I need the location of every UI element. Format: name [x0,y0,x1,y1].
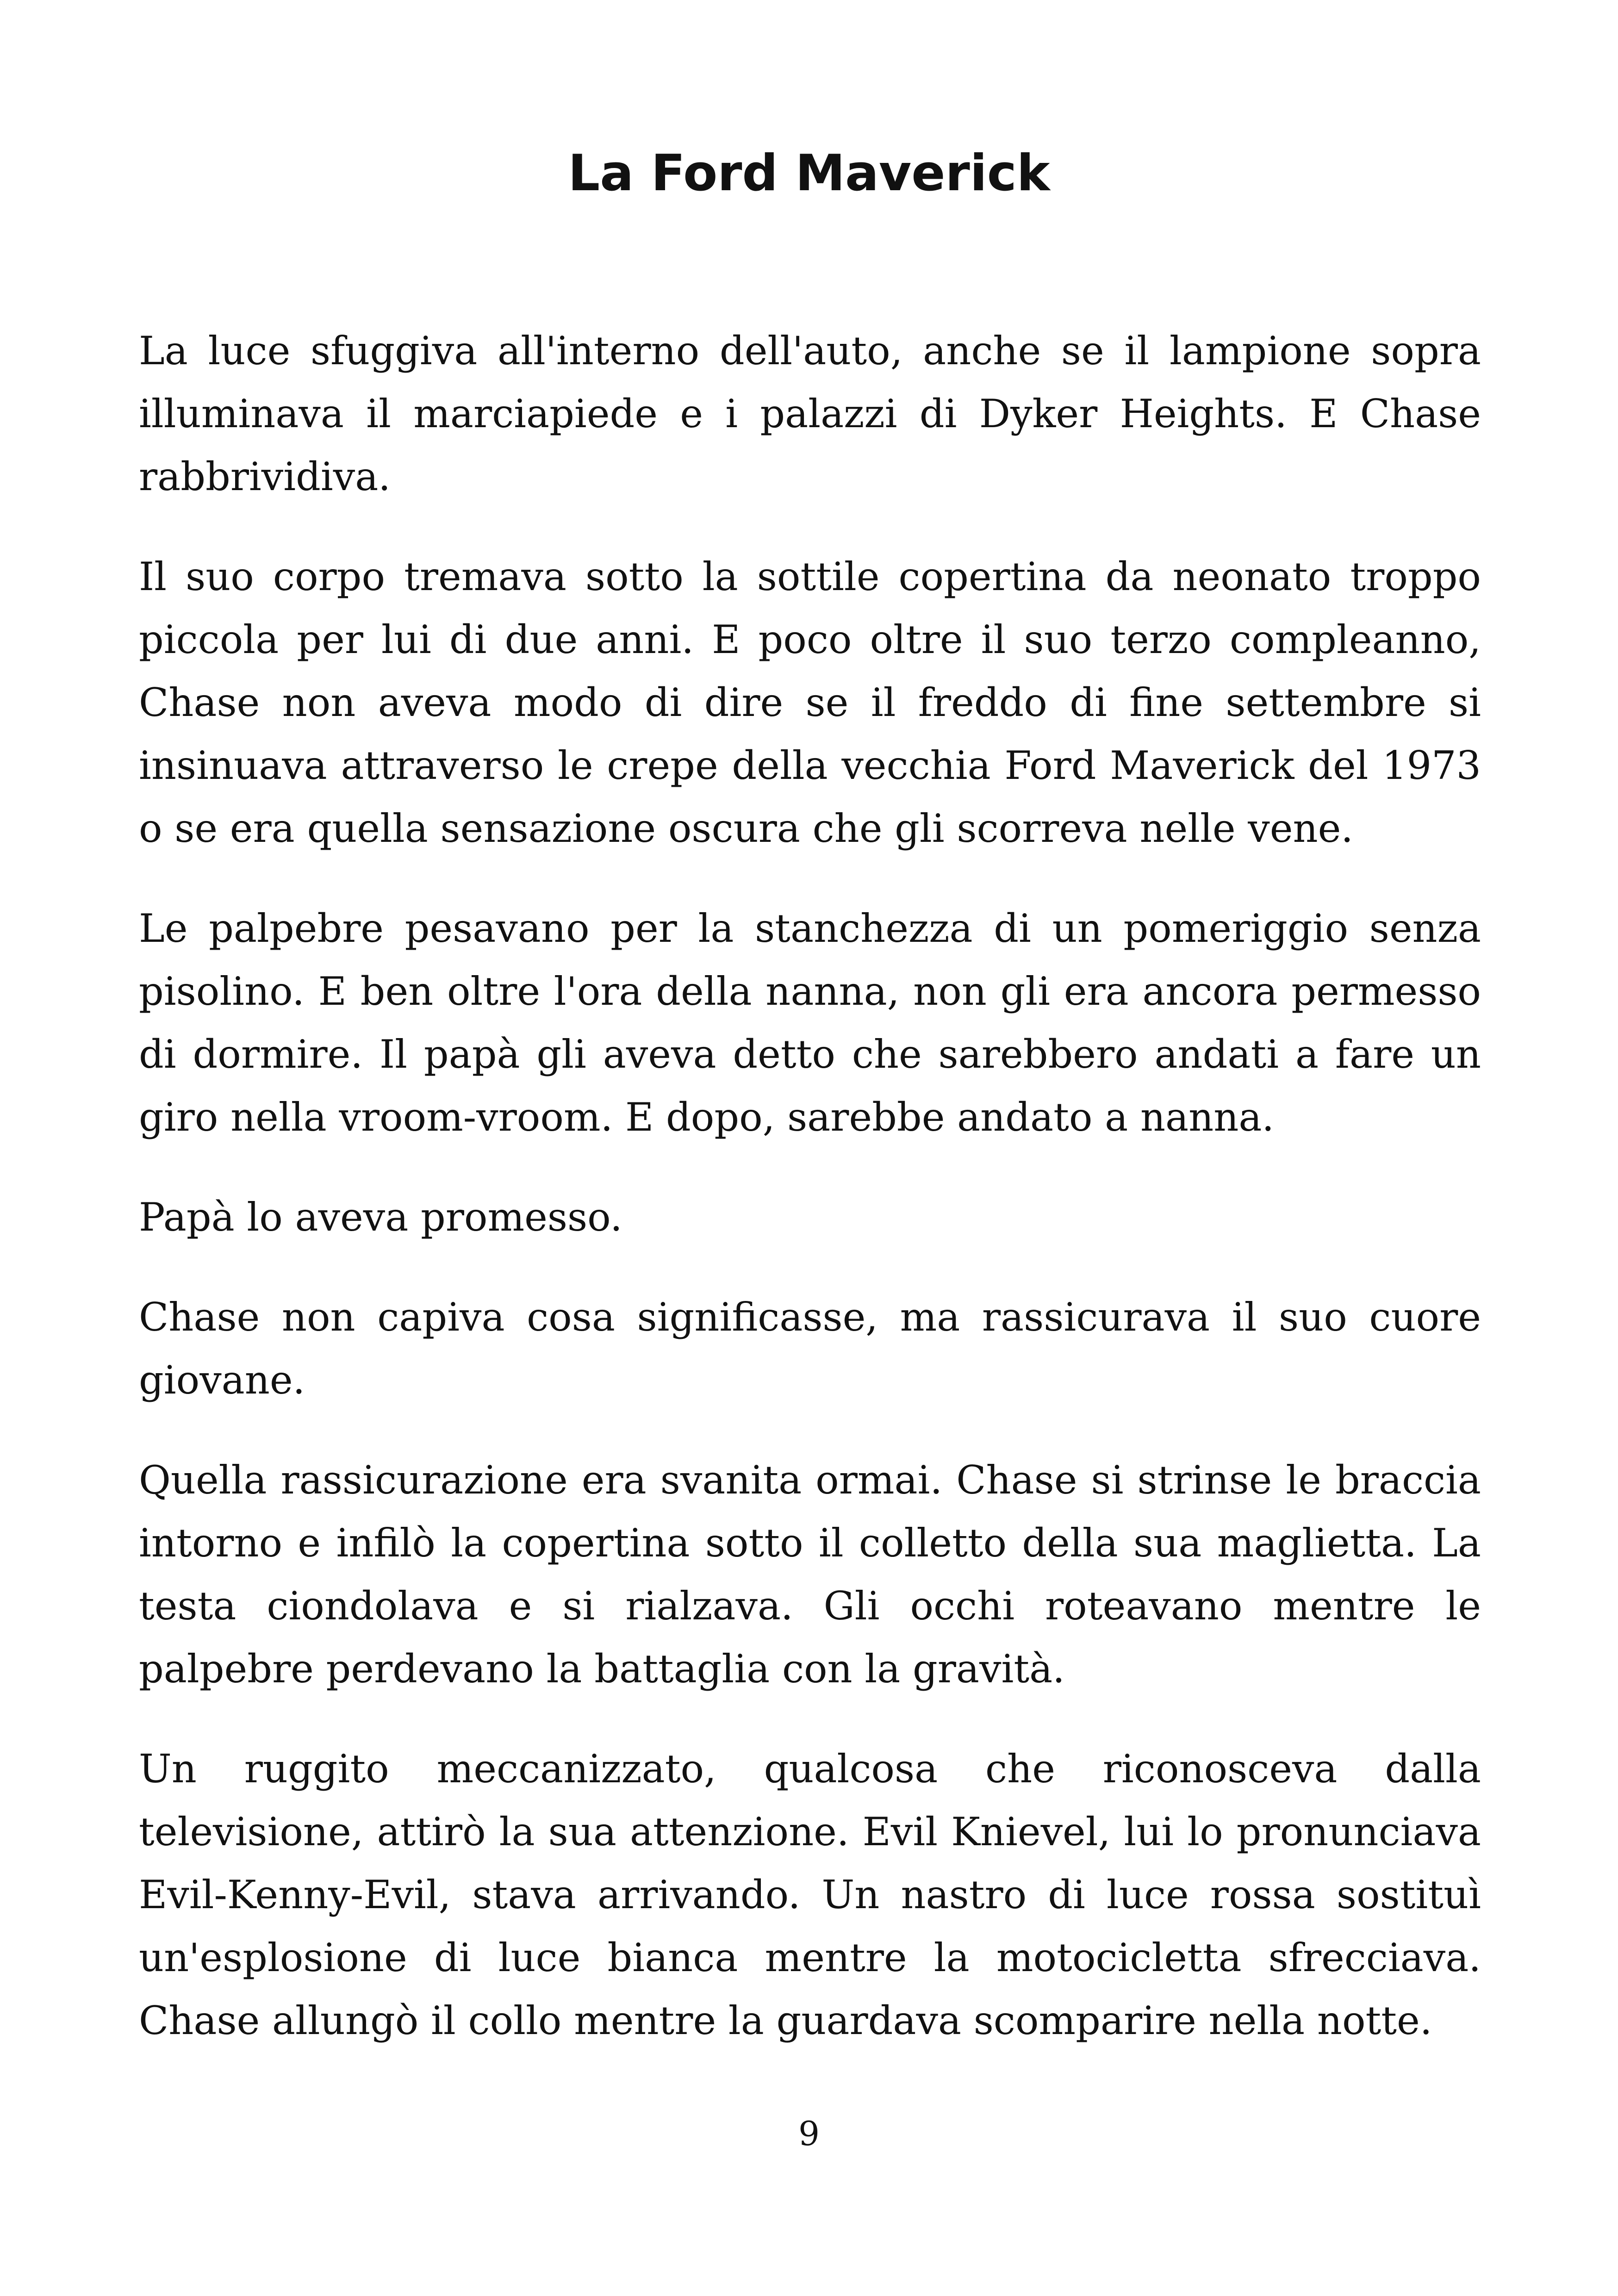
paragraph: Quella rassicurazione era svanita ormai. Chase si strinse le braccia intorno e infilò la copertina sotto il colletto della sua maglietta. La testa ciondolava e si rialzava. Gli occhi roteavano mentre le palpebre perdevano la battaglia con la gravità. [139,1457,1481,1692]
paragraph: Le palpebre pesavano per la stanchezza di un pomeriggio senza pisolino. E ben oltre l'ora della nanna, non gli era ancora permesso di dormire. Il papà gli aveva detto che sarebbero andati a fare un giro nella vroom-vroom. E dopo, sarebbe andato a nanna. [139,906,1481,1140]
page-number: 9 [798,2114,820,2153]
chapter-title: La Ford Maverick [568,144,1050,202]
chapter-body [139,319,1481,2089]
paragraph: Papà lo aveva promesso. [139,1195,622,1240]
paragraph: Il suo corpo tremava sotto la sottile copertina da neonato troppo piccola per lui di due anni. E poco oltre il suo terzo compleanno, Chase non aveva modo di dire se il freddo di fine settembre si insinuava attraverso le crepe della vecchia Ford Maverick del 1973 o se era quella sensazione oscura che gli scorreva nelle vene. [139,554,1481,851]
paragraph: Chase non capiva cosa significasse, ma rassicurava il suo cuore giovane. [139,1294,1481,1403]
paragraph: La luce sfuggiva all'interno dell'auto, anche se il lampione sopra illuminava il marciapiede e i palazzi di Dyker Heights. E Chase rabbrividiva. [139,328,1481,499]
paragraph: Un ruggito meccanizzato, qualcosa che riconosceva dalla televisione, attirò la sua attenzione. Evil Knievel, lui lo pronunciava Evil-Kenny-Evil, stava arrivando. Un nastro di luce rossa sostituì un'esplosione di luce bianca mentre la motocicletta sfrecciava. Chase allungò il collo mentre la guardava scomparire nella notte. [139,1746,1481,2043]
